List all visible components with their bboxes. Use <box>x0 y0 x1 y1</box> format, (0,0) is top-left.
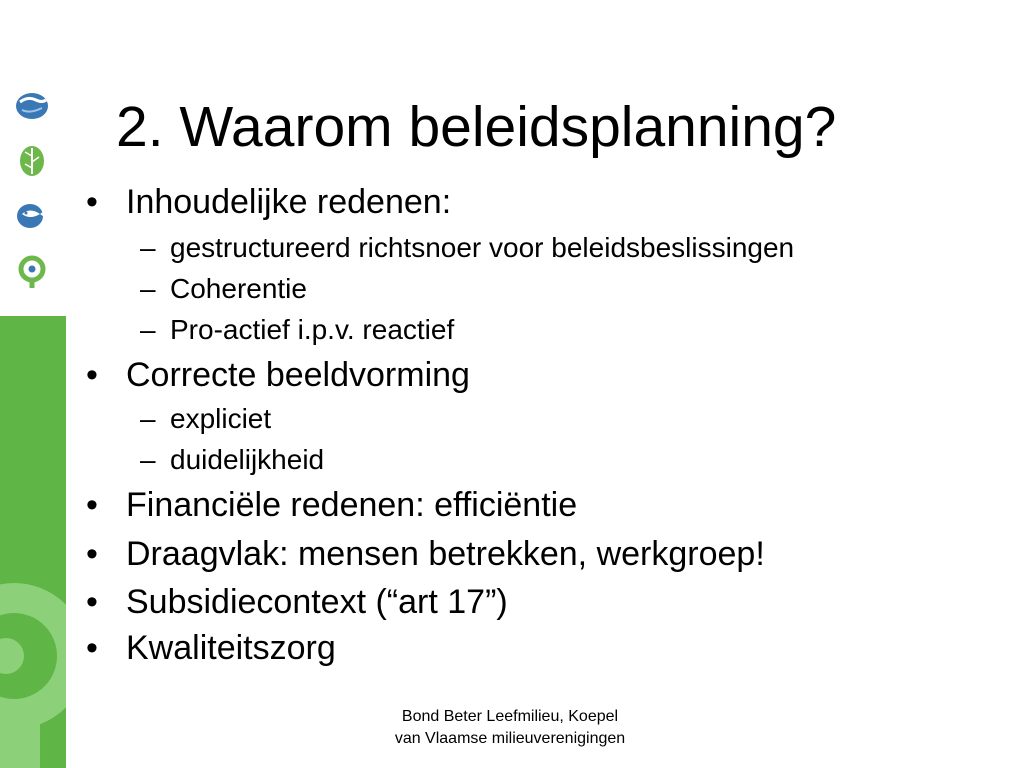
dash-marker: – <box>140 232 156 263</box>
bullet-marker: • <box>86 486 98 524</box>
dash-marker: – <box>140 273 156 304</box>
slide-title: 2. Waarom beleidsplanning? <box>116 95 837 159</box>
footer-line: van Vlaamse milieuverenigingen <box>394 730 626 747</box>
bullet-marker: • <box>86 629 98 667</box>
bullet-marker: • <box>86 183 98 221</box>
bullet-marker: • <box>86 535 98 573</box>
slide-footer <box>340 706 680 750</box>
dash-marker: – <box>140 444 156 475</box>
bullet-text: Inhoudelijke redenen: <box>126 183 452 221</box>
footer-line: Bond Beter Leefmilieu, Koepel <box>401 708 619 725</box>
bullet-text: Financiële redenen: efficiëntie <box>126 486 578 524</box>
bullet-marker: • <box>86 583 98 621</box>
dash-marker: – <box>140 314 156 345</box>
sub-bullet-text: gestructureerd richtsnoer voor beleidsbeslissingen <box>170 232 795 263</box>
bullet-text: Kwaliteitszorg <box>126 629 336 667</box>
sub-bullet-text: expliciet <box>170 403 272 434</box>
sub-bullet-text: duidelijkheid <box>170 444 325 475</box>
bullet-text: Draagvlak: mensen betrekken, werkgroep! <box>126 535 765 573</box>
dash-marker: – <box>140 403 156 434</box>
sub-bullet-text: Pro-actief i.p.v. reactief <box>170 314 455 345</box>
bullet-text: Correcte beeldvorming <box>126 356 470 394</box>
bullet-marker: • <box>86 356 98 394</box>
bullet-text: Subsidiecontext (“art 17”) <box>126 583 508 621</box>
sub-bullet-text: Coherentie <box>170 273 307 304</box>
